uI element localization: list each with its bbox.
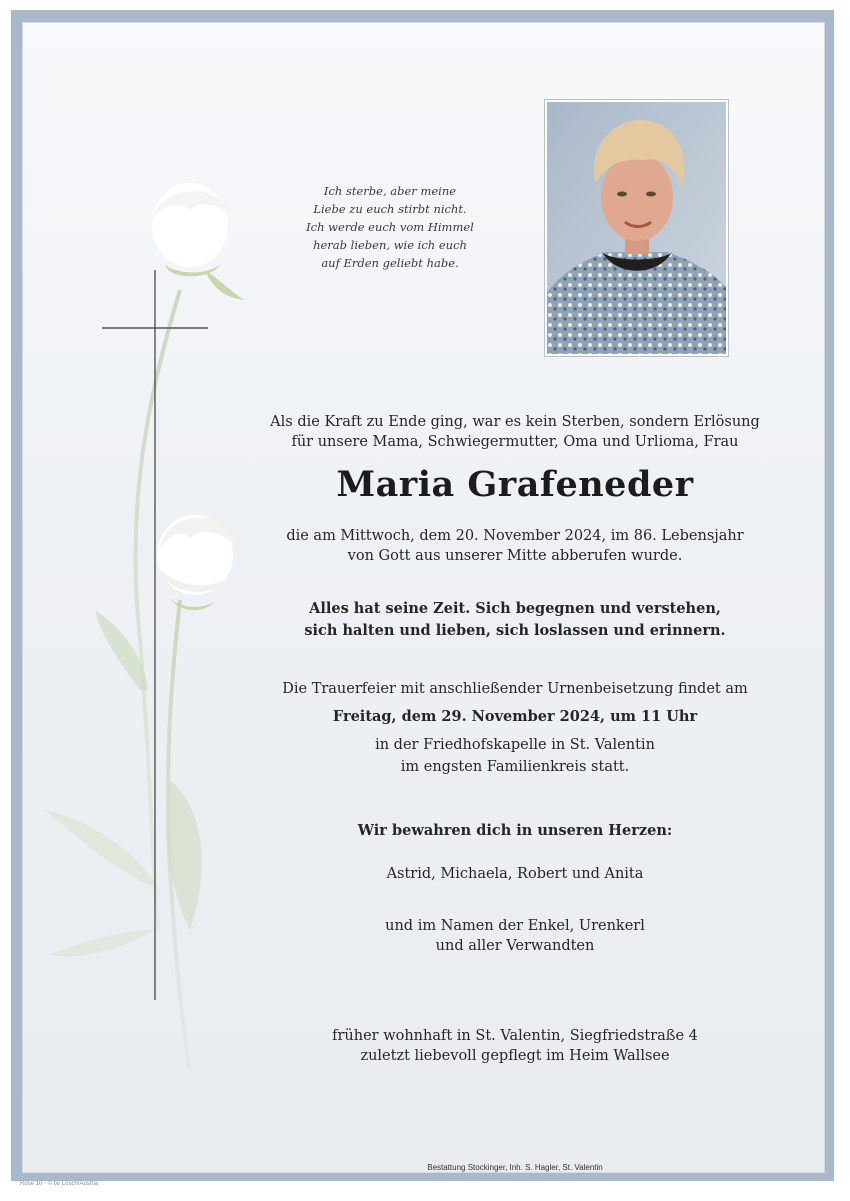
image-credit: Rose 10 - © bv Lösch/Austria — [20, 1181, 99, 1187]
death-line: von Gott aus unserer Mitte abberufen wurde. — [347, 548, 683, 564]
death-line: die am Mittwoch, dem 20. November 2024, im 86. Lebensjahr — [286, 528, 744, 544]
quote-line: Ich sterbe, aber meine — [323, 184, 457, 198]
motto — [270, 598, 760, 642]
mourners-names: Astrid, Michaela, Robert und Anita — [386, 866, 644, 882]
quote-line: Ich werde euch vom Himmel — [306, 220, 474, 234]
ceremony-intro: Die Trauerfeier mit anschließender Urnenbeisetzung findet am — [282, 681, 748, 697]
ceremony-circle: im engsten Familienkreis statt. — [400, 759, 630, 775]
portrait-photo — [545, 100, 728, 356]
undertaker-footer: Bestattung Stockinger, Inh. S. Hagler, St. Valentin — [427, 1163, 603, 1172]
ceremony-place: in der Friedhofskapelle in St. Valentin — [375, 737, 655, 753]
motto-line: Alles hat seine Zeit. Sich begegnen und verstehen, — [309, 600, 721, 617]
top-rose-flower — [152, 183, 245, 300]
grandchildren-line — [270, 916, 760, 956]
address-block — [270, 1026, 760, 1066]
intro-text — [270, 412, 760, 452]
motto-line: sich halten und lieben, sich loslassen und erinnern. — [304, 622, 726, 639]
quote-line: Liebe zu euch stirbt nicht. — [313, 202, 467, 216]
quote-line: herab lieben, wie ich euch — [313, 238, 467, 252]
lower-rose-flower — [155, 515, 240, 610]
intro-line: für unsere Mama, Schwiegermutter, Oma und Urlioma, Frau — [291, 434, 739, 450]
ceremony-date: Freitag, dem 29. November 2024, um 11 Uhr — [332, 708, 698, 725]
death-notice — [270, 526, 760, 566]
grand-line: und im Namen der Enkel, Urenkerl — [385, 918, 645, 934]
address-line: zuletzt liebevoll gepflegt im Heim Wallsee — [360, 1048, 670, 1064]
deceased-name: Maria Grafeneder — [336, 464, 694, 505]
quote-line: auf Erden geliebt habe. — [321, 256, 459, 270]
keep-in-hearts: Wir bewahren dich in unseren Herzen: — [357, 822, 673, 839]
quote-block — [300, 182, 480, 272]
ceremony-info — [270, 678, 760, 778]
rose-illustration — [30, 170, 260, 1090]
grand-line: und aller Verwandten — [435, 938, 595, 954]
intro-line: Als die Kraft zu Ende ging, war es kein Sterben, sondern Erlösung — [270, 414, 760, 430]
address-line: früher wohnhaft in St. Valentin, Siegfriedstraße 4 — [332, 1028, 698, 1044]
